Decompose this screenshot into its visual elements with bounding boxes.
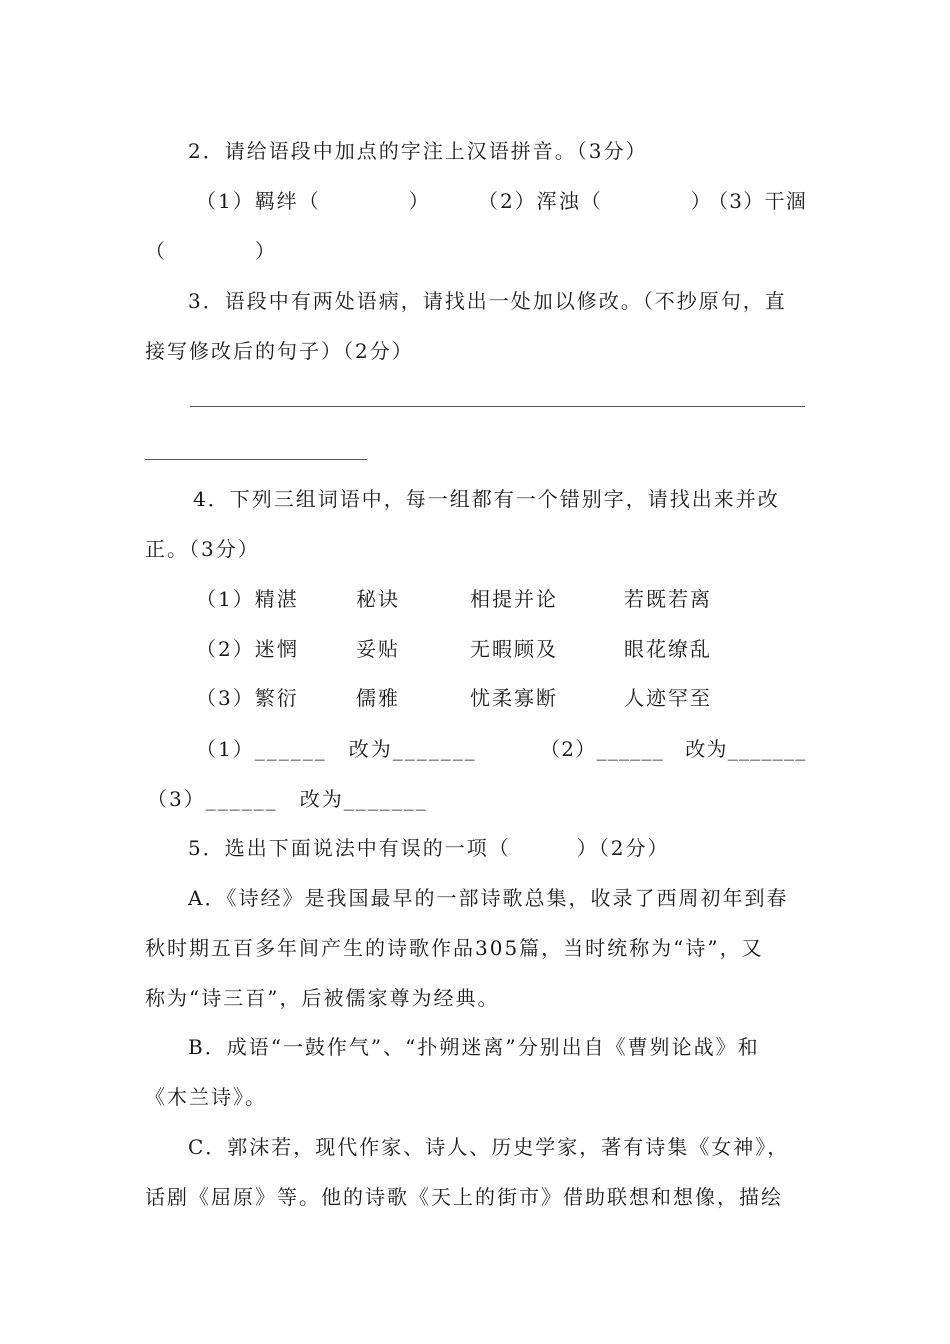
- q4-group-3-word-3: 忧柔寡断: [470, 686, 558, 710]
- q5-option-a-line-3: 称为“诗三百”，后被儒家尊为经典。: [145, 986, 500, 1010]
- q4-group-2-word-4: 眼花缭乱: [624, 637, 712, 661]
- q5-option-c-line-2: 话剧《屈原》等。他的诗歌《天上的街市》借助联想和想像，描绘: [145, 1185, 783, 1209]
- q2-item-2: （2）浑浊（ ）: [478, 189, 713, 213]
- q4-group-2-word-3: 无暇顾及: [470, 637, 558, 661]
- q2-item-3: （3）干涸: [708, 189, 807, 213]
- q4-group-1-word-4: 若既若离: [624, 587, 712, 611]
- q4-group-2-word-2: 妥贴: [356, 637, 400, 661]
- q5-stem: 5．选出下面说法中有误的一项（ ）（2分）: [188, 836, 670, 860]
- q5-option-b-line-2: 《木兰诗》。: [145, 1085, 267, 1109]
- q5-option-b-line-1: B．成语“一鼓作气”、“扑朔迷离”分别出自《曹刿论战》和: [188, 1035, 760, 1059]
- q4-fix-2[interactable]: （2）______ 改为_______: [540, 737, 807, 761]
- q4-group-3-label: （3）繁衍: [196, 686, 299, 710]
- q4-fix-1[interactable]: （1）______ 改为_______: [196, 737, 477, 761]
- q4-stem-line-1: 4．下列三组词语中，每一组都有一个错别字，请找出来并改: [193, 487, 780, 511]
- q5-option-a-line-2: 秋时期五百多年间产生的诗歌作品305篇，当时统称为“诗”，又: [145, 936, 764, 960]
- q4-group-1-word-3: 相提并论: [470, 587, 558, 611]
- q2-item-1: （1）羁绊（ ）: [196, 189, 431, 213]
- q4-group-3-word-4: 人迹罕至: [624, 686, 712, 710]
- q5-option-a-line-1: A．《诗经》是我国最早的一部诗歌总集，收录了西周初年到春: [188, 886, 789, 910]
- q3-answer-line-continued[interactable]: [145, 459, 367, 460]
- q3-stem-line-1: 3．语段中有两处语病，请找出一处加以修改。（不抄原句，直: [188, 289, 787, 313]
- q4-group-1-label: （1）精湛: [196, 587, 299, 611]
- q4-fix-3[interactable]: （3）______ 改为_______: [147, 787, 428, 811]
- q2-item-3-blank: （ ）: [145, 239, 277, 263]
- q2-stem: 2．请给语段中加点的字注上汉语拼音。（3分）: [188, 139, 648, 163]
- q4-group-1-word-2: 秘诀: [356, 587, 400, 611]
- q5-option-c-line-1: C．郭沫若，现代作家、诗人、历史学家，著有诗集《女神》，: [188, 1135, 790, 1159]
- q4-stem-line-2: 正。（3分）: [145, 537, 260, 561]
- q4-group-3-word-2: 儒雅: [356, 686, 400, 710]
- q4-group-2-label: （2）迷惘: [196, 637, 299, 661]
- q3-answer-line[interactable]: [190, 406, 805, 407]
- q3-stem-line-2: 接写修改后的句子）（2分）: [145, 339, 414, 363]
